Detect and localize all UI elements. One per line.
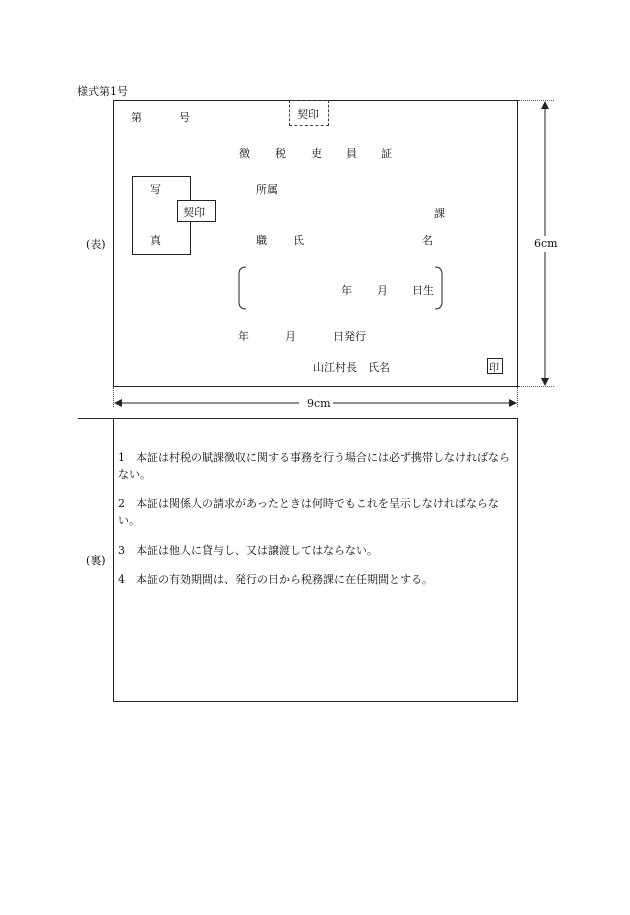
back-note-2: 2 本証は関係人の請求があったときは何時でもこれを呈示しなければならない。 <box>118 497 499 527</box>
photo-label-bottom: 真 <box>150 234 161 247</box>
name-shi-label: 氏 <box>293 234 304 247</box>
issue-month-label: 月 <box>285 330 296 343</box>
birth-month-label: 月 <box>377 284 388 297</box>
bracket-left <box>236 266 248 310</box>
back-note-3: 3 本証は他人に貸与し、又は譲渡してはならない。 <box>118 544 378 557</box>
photo-seal-label: 契印 <box>183 206 205 219</box>
width-label: 9cm <box>307 397 331 410</box>
stamp-label: 印 <box>489 363 499 374</box>
heading-char-2: 税 <box>275 147 286 160</box>
birth-day-label: 日生 <box>412 284 434 297</box>
heading-char-5: 証 <box>381 147 392 160</box>
heading-char-4: 員 <box>346 147 357 160</box>
mayor-name-label: 山江村長 氏名 <box>313 361 390 374</box>
issue-year-label: 年 <box>238 330 249 343</box>
number-go: 号 <box>179 111 190 124</box>
number-dai: 第 <box>131 111 142 124</box>
height-label: 6cm <box>534 237 558 250</box>
back-note-1: 1 本証は村税の賦課徴収に関する事務を行う場合には必ず携帯しなければならない。 <box>118 451 510 481</box>
position-label: 職 <box>256 234 267 247</box>
name-mei-label: 名 <box>422 234 433 247</box>
birth-year-label: 年 <box>341 284 352 297</box>
front-label: (表) <box>86 238 106 251</box>
top-seal-label: 契印 <box>297 108 319 121</box>
heading-char-1: 徴 <box>239 147 250 160</box>
back-note-4: 4 本証の有効期間は、発行の日から税務課に在任期間とする。 <box>118 573 433 586</box>
form-title: 様式第1号 <box>77 85 128 98</box>
bracket-right <box>433 266 445 310</box>
heading-char-3: 吏 <box>311 147 322 160</box>
photo-label-top: 写 <box>150 183 161 196</box>
issue-day-label: 日発行 <box>333 330 366 343</box>
affiliation-label: 所属 <box>256 183 278 196</box>
back-label: (裏) <box>86 554 106 567</box>
section-label: 課 <box>434 207 445 220</box>
